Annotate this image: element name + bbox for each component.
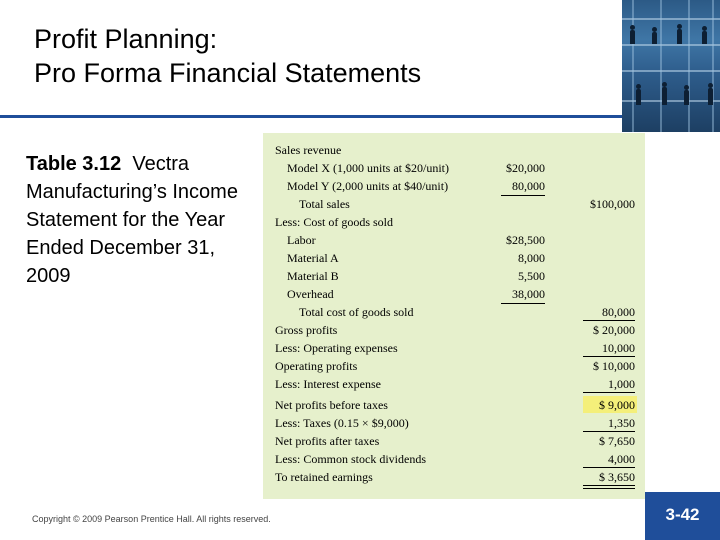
table-row: Model Y (2,000 units at $40/unit) 80,000 — [287, 179, 545, 193]
table-row: Operating profits $ 10,000 — [275, 359, 635, 373]
slide-header — [0, 0, 720, 118]
page-number: 3-42 — [645, 492, 720, 540]
header-photo — [622, 0, 720, 132]
title-line-2: Pro Forma Financial Statements — [34, 58, 422, 88]
underline — [583, 467, 635, 468]
table-row: Material A 8,000 — [287, 251, 545, 265]
table-row: Less: Interest expense 1,000 — [275, 377, 635, 391]
table-row: To retained earnings $ 3,650 — [275, 470, 635, 484]
table-row: Less: Cost of goods sold — [275, 215, 394, 229]
income-statement-table — [263, 133, 645, 499]
underline — [583, 356, 635, 357]
table-row: Sales revenue — [275, 143, 342, 157]
double-underline — [583, 488, 635, 489]
table-row: Labor $28,500 — [287, 233, 545, 247]
slide-title — [34, 22, 421, 90]
underline — [583, 320, 635, 321]
table-row: Net profits after taxes $ 7,650 — [275, 434, 635, 448]
title-line-1: Profit Planning: — [34, 24, 218, 54]
table-row: Model X (1,000 units at $20/unit) $20,000 — [287, 161, 545, 175]
table-row: Total sales $100,000 — [299, 197, 635, 211]
table-description: Vectra Manufacturing’s Income Statement for the Year Ended December 31, 2009 — [26, 153, 238, 287]
table-row: Net profits before taxes $ 9,000 — [275, 398, 635, 412]
table-row: Less: Common stock dividends 4,000 — [275, 452, 635, 466]
table-number: Table 3.12 — [26, 153, 122, 175]
table-row: Less: Operating expenses 10,000 — [275, 341, 635, 355]
header-divider — [0, 115, 622, 118]
table-row: Material B 5,500 — [287, 269, 545, 283]
copyright-notice: Copyright © 2009 Pearson Prentice Hall. All rights reserved. — [32, 514, 271, 524]
table-row: Less: Taxes (0.15 × $9,000) 1,350 — [275, 416, 635, 430]
double-underline — [583, 485, 635, 486]
underline — [583, 392, 635, 393]
table-row: Total cost of goods sold 80,000 — [299, 305, 635, 319]
table-row: Overhead 38,000 — [287, 287, 545, 301]
table-caption — [26, 150, 246, 290]
underline — [583, 431, 635, 432]
table-row: Gross profits $ 20,000 — [275, 323, 635, 337]
